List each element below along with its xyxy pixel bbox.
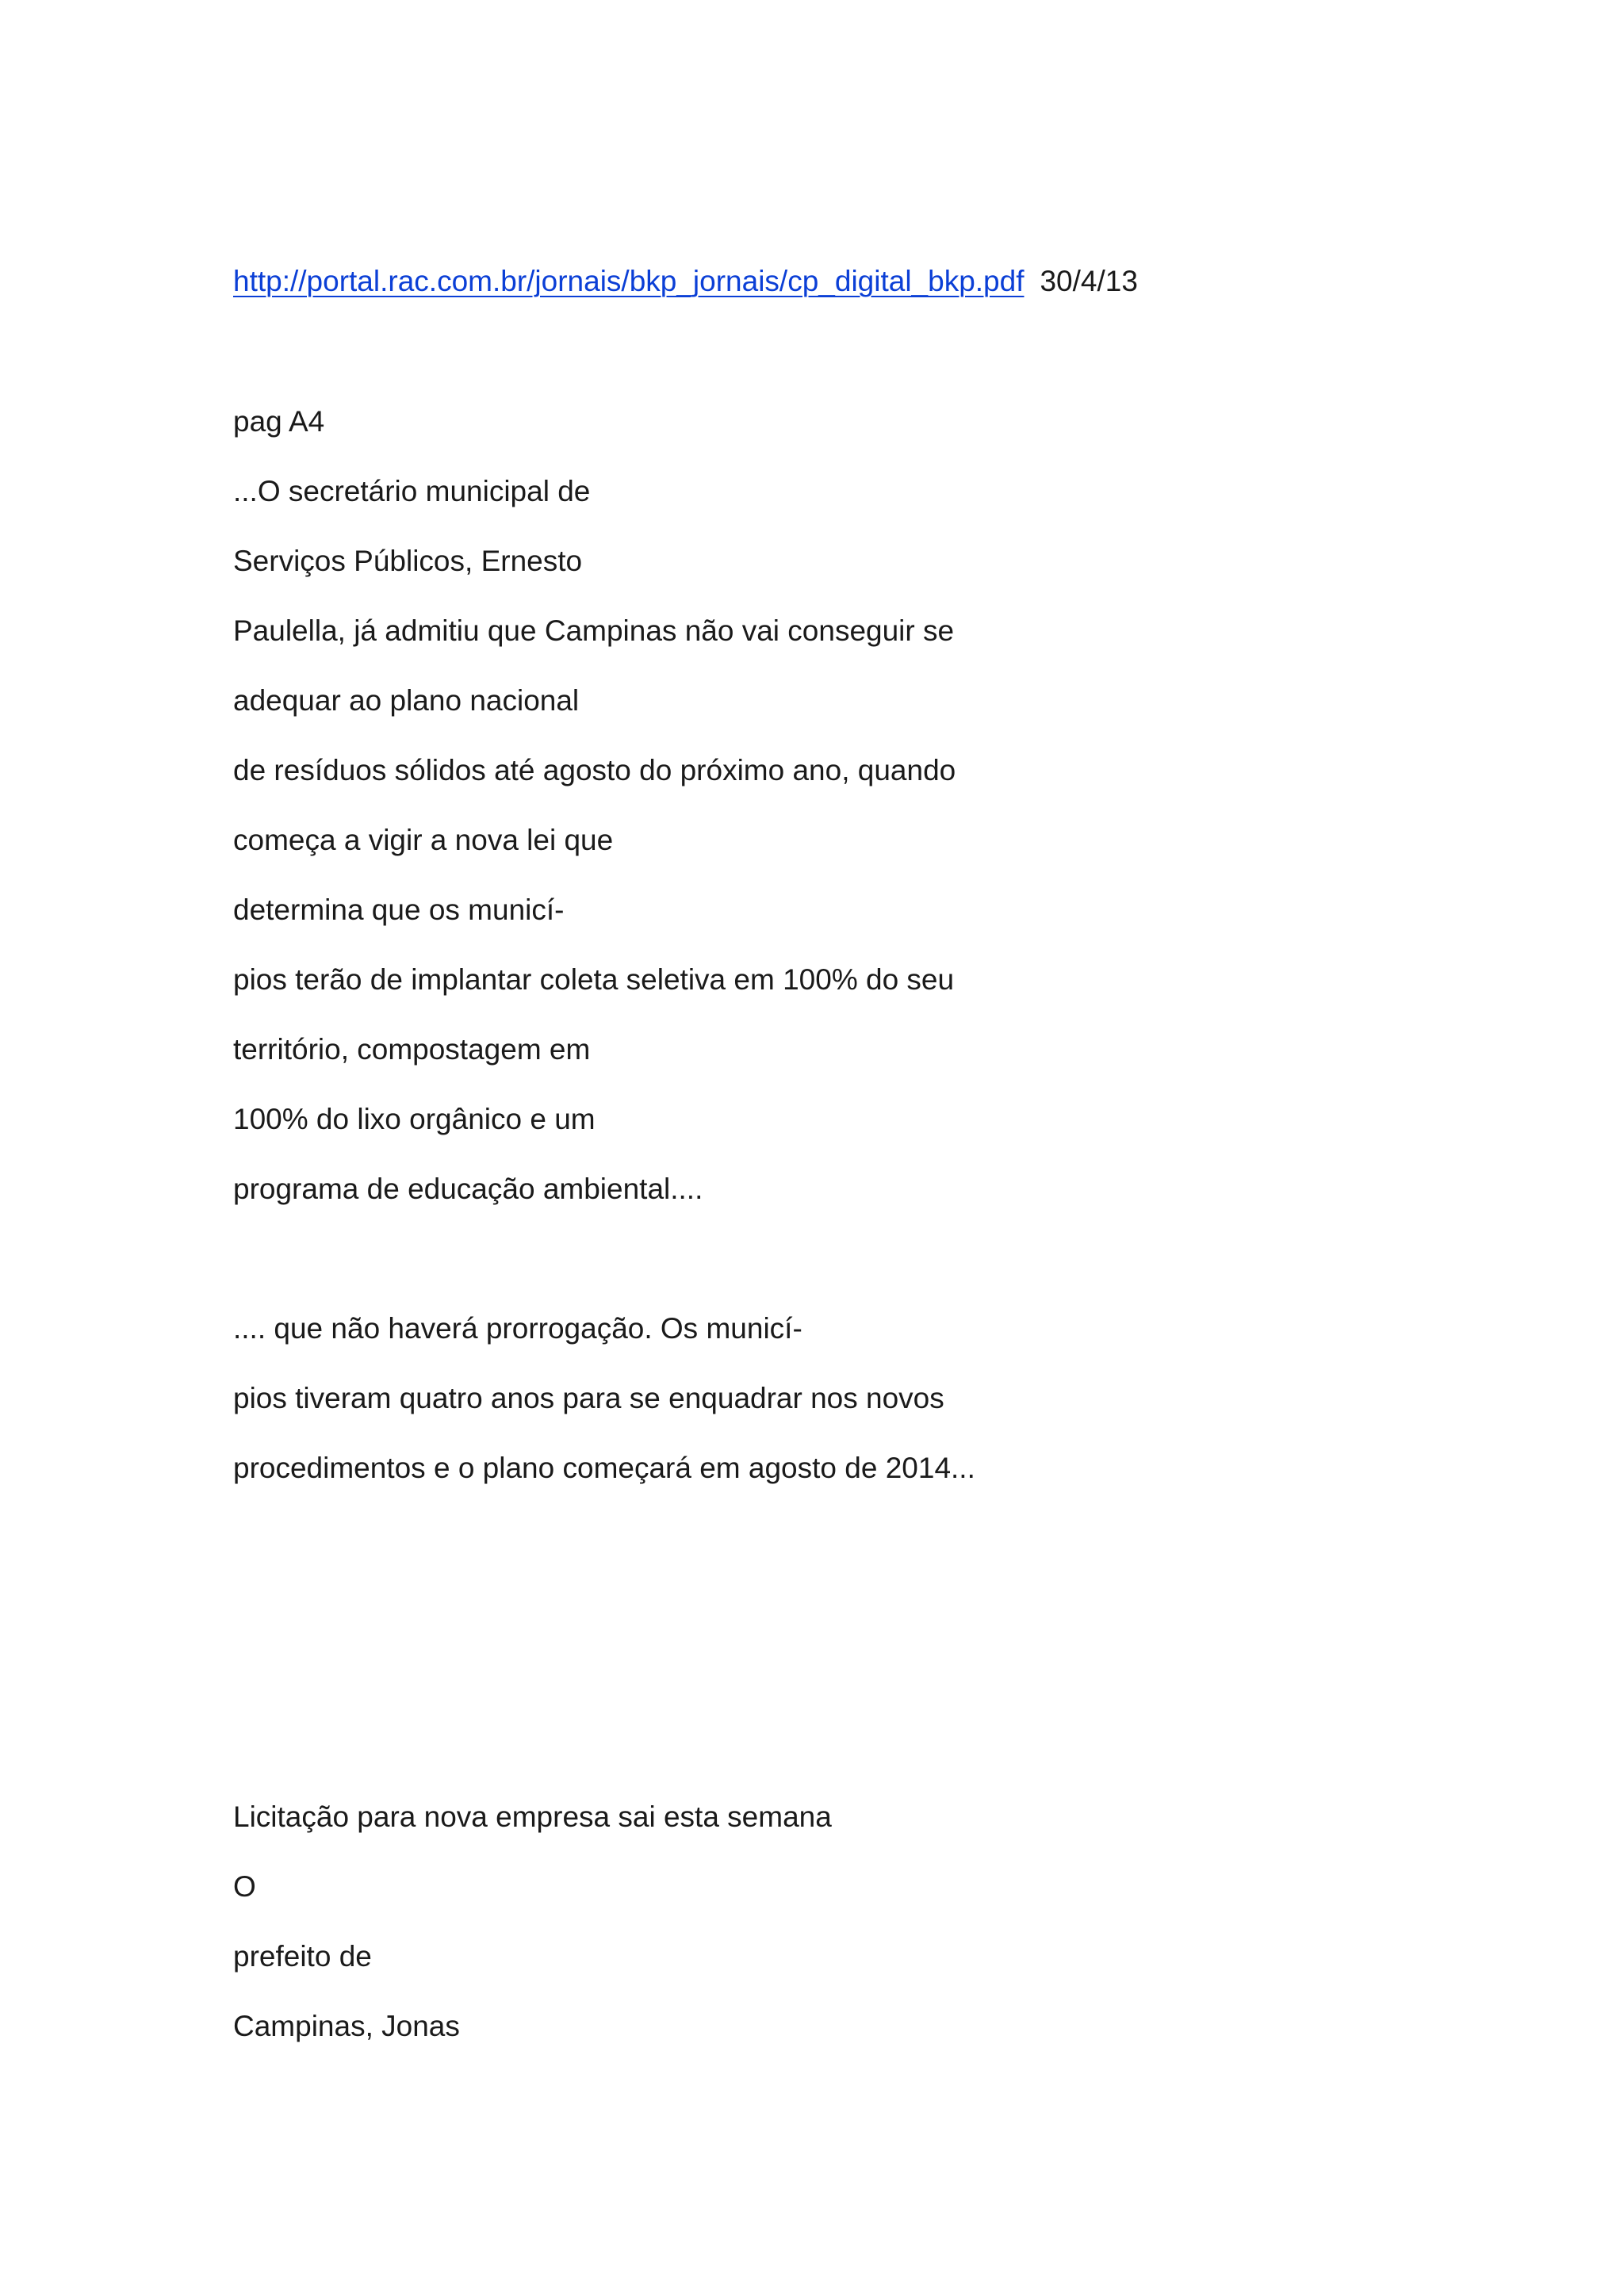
paragraph-line: 100% do lixo orgânico e um	[233, 1103, 596, 1135]
paragraph-line: prefeito de	[233, 1940, 372, 1973]
paragraph-line: ...O secretário municipal de	[233, 475, 591, 507]
paragraph-line: O	[233, 1870, 256, 1903]
paragraph-line: Serviços Públicos, Ernesto	[233, 545, 583, 577]
paragraph-line: de resíduos sólidos até agosto do próximo ano, quando	[233, 754, 956, 786]
paragraph-line: território, compostagem em	[233, 1033, 591, 1066]
paragraph-line: pios terão de implantar coleta seletiva em 100% do seu	[233, 963, 955, 996]
paragraph-line: adequar ao plano nacional	[233, 684, 580, 717]
paragraph-line: determina que os municí-	[233, 894, 565, 926]
paragraph-line: programa de educação ambiental....	[233, 1173, 703, 1205]
source-date: 30/4/13	[1040, 265, 1138, 297]
paragraph-line: procedimentos e o plano começará em agosto de 2014...	[233, 1452, 975, 1484]
paragraph-line: .... que não haverá prorrogação. Os municí-	[233, 1312, 802, 1345]
paragraph-line: Paulella, já admitiu que Campinas não vai conseguir se	[233, 614, 955, 647]
source-line	[233, 264, 1138, 299]
paragraph-line: pios tiveram quatro anos para se enquadrar nos novos	[233, 1382, 944, 1414]
article-headline: Licitação para nova empresa sai esta semana	[233, 1800, 832, 1833]
source-link[interactable]: http://portal.rac.com.br/jornais/bkp_jornais/cp_digital_bkp.pdf	[233, 265, 1025, 297]
page-label: pag A4	[233, 405, 325, 438]
paragraph-line: Campinas, Jonas	[233, 2010, 460, 2042]
paragraph-line: começa a vigir a nova lei que	[233, 824, 614, 856]
